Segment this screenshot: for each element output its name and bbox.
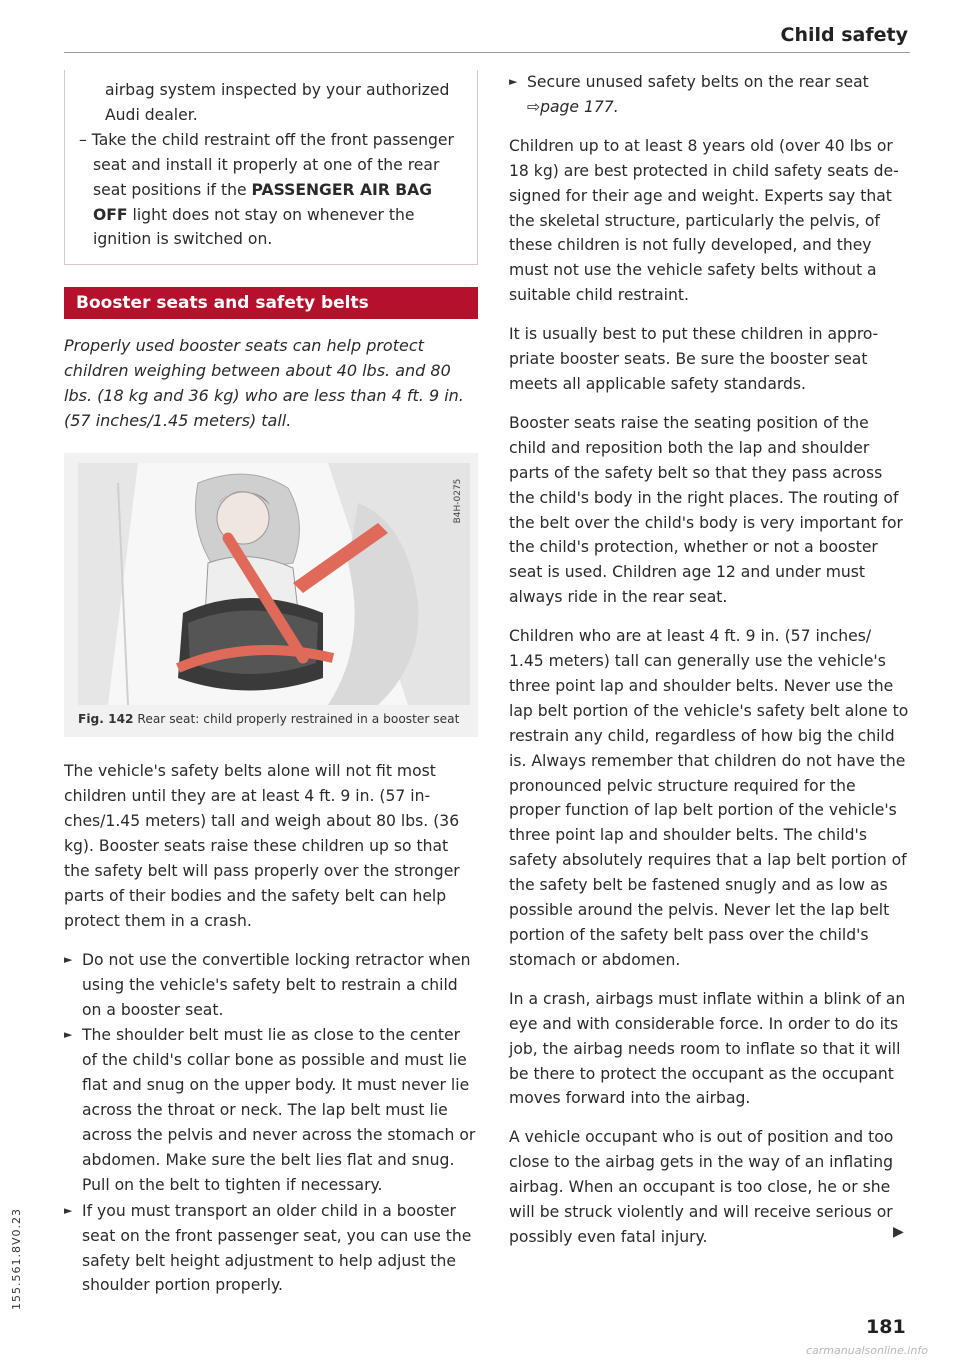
right-bullets [509, 70, 909, 120]
booster-seat-illustration [78, 463, 470, 705]
section-heading: Booster seats and safety belts [64, 287, 478, 319]
bullet-triangle-icon: ► [64, 1028, 73, 1042]
bullet-text: The shoulder belt must lie as close to the center of the child's collar bone as possible and must lie flat and snug on the upper body. It must never lie across the throat or neck. The lap belt must lie across the pelvis and never across the stomach or abdomen. Make sure the belt lies flat and snug. Pull on the belt to tighten if necessary. [82, 1026, 476, 1194]
list-item [64, 1023, 478, 1197]
bullet-triangle-icon: ► [509, 75, 518, 88]
booster-paragraph: The vehicle's safety belts alone will not fit most children until they are at least 4 ft. 9 in. (57 inches/1.45 meters) tall and weigh about 80 lbs. (36 kg). Booster seats raise these children up so that the safety belt will pass properly over the stronger parts of their bodies and the safety belt can help protect them in a crash. [64, 762, 460, 930]
bullet-triangle-icon: ► [64, 952, 73, 966]
document-code: 155.561.8V0.23 [10, 1208, 23, 1310]
right-paragraph-1: Children up to at least 8 years old (over 40 lbs or 18 kg) are best protected in child safety seats designed for their age and weight. Experts say that the skeletal structure, particularly the pelvis, of these children is not fully developed, and they must not use the vehicle safety belts without a suitable child restraint. [509, 136, 899, 305]
figure-caption [78, 709, 472, 729]
figure-caption-text: Rear seat: child properly restrained in a booster seat [137, 712, 460, 727]
right-paragraph-5: In a crash, airbags must inflate within a blink of an eye and with considerable force. In order to do its job, the airbag needs room to inflate so that it will be there to protect the occupant as the occupant moves forward into the airbag. [509, 989, 906, 1108]
continue-arrow-icon: ▶ [893, 1224, 904, 1240]
bullet-text: Secure unused safety belts on the rear seat [527, 73, 869, 91]
list-item [64, 1199, 478, 1299]
list-item [509, 70, 909, 120]
page-header-title: Child safety [780, 24, 908, 46]
right-column [509, 70, 909, 1250]
header-rule [64, 52, 910, 53]
passenger-airbag-off-label: PASSENGER AIR BAG OFF [93, 180, 433, 224]
figure-142 [64, 453, 478, 737]
note-box [64, 70, 478, 265]
note-dash-text-after: light does not stay on whenever the ignition is switched on. [93, 205, 415, 249]
left-column [64, 70, 478, 1299]
note-dash-text-before: Take the child restraint off the front passenger seat and install it properly at one of the rear seat positions if the [91, 130, 454, 199]
page-reference-link[interactable]: ⇨page 177. [527, 97, 619, 116]
figure-label: Fig. 142 [78, 712, 134, 727]
right-paragraph-6: A vehicle occupant who is out of position and too close to the airbag gets in the way of an inflating airbag. When an occupant is too close, he or she will be struck violently and will receive serious or possibly even fatal injury. [509, 1128, 894, 1246]
figure-code: B4H-0275 [453, 478, 463, 524]
booster-bullets [64, 948, 478, 1299]
bullet-text: If you must transport an older child in a booster seat on the front passenger seat, you can use the safety belt height adjustment to help adjust the shoulder portion properly. [82, 1201, 472, 1295]
list-item [64, 948, 478, 1023]
section-intro: Properly used booster seats can help protect children weighing between about 40 lbs. and 80 lbs. (18 kg and 36 kg) who are less than 4 ft. 9 in. (57 inches/1.45 meters) tall. [64, 336, 464, 431]
note-dash-item: – Take the child restraint off the front passenger seat and install it properly at one of the rear seat positions if the PASSENGER AIR BAG OFF light does not stay on whenever the ignition is switched on. [79, 130, 454, 249]
right-paragraph-3: Booster seats raise the seating position of the child and reposition both the lap and shoulder parts of the safety belt so that they pass across the child's body in the right places. The routing of the belt over the child's body is very important for the child's protection, whether or not a booster seat is used. Children age 12 and under must always ride in the rear seat. [509, 413, 903, 607]
note-continuation: airbag system inspected by your authorized Audi dealer. [105, 81, 450, 124]
page-number: 181 [866, 1316, 906, 1338]
right-paragraph-2: It is usually best to put these children in appropriate booster seats. Be sure the booster seat meets all applicable safety standards. [509, 325, 879, 393]
bullet-text: Do not use the convertible locking retractor when using the vehicle's safety belt to restrain a child on a booster seat. [82, 950, 471, 1019]
right-paragraph-4: Children who are at least 4 ft. 9 in. (57 inches/ 1.45 meters) tall can generally use the vehicle's three point lap and shoulder belts. Never use the lap belt portion of the vehicle's safety belt alone to restrain any child, regardless of how big the child is. Always remember that children do not have the pronounced pelvic structure required for the proper function of lap belt portion of the vehicle's three point lap and shoulder belts. The child's safety absolutely requires that a lap belt portion of the safety belt be fastened snugly and as low as possible around the pelvis. Never let the lap belt portion of the safety belt pass over the child's stomach or abdomen. [509, 627, 909, 969]
watermark: carmanualsonline.info [806, 1344, 928, 1357]
bullet-triangle-icon: ► [64, 1203, 73, 1217]
